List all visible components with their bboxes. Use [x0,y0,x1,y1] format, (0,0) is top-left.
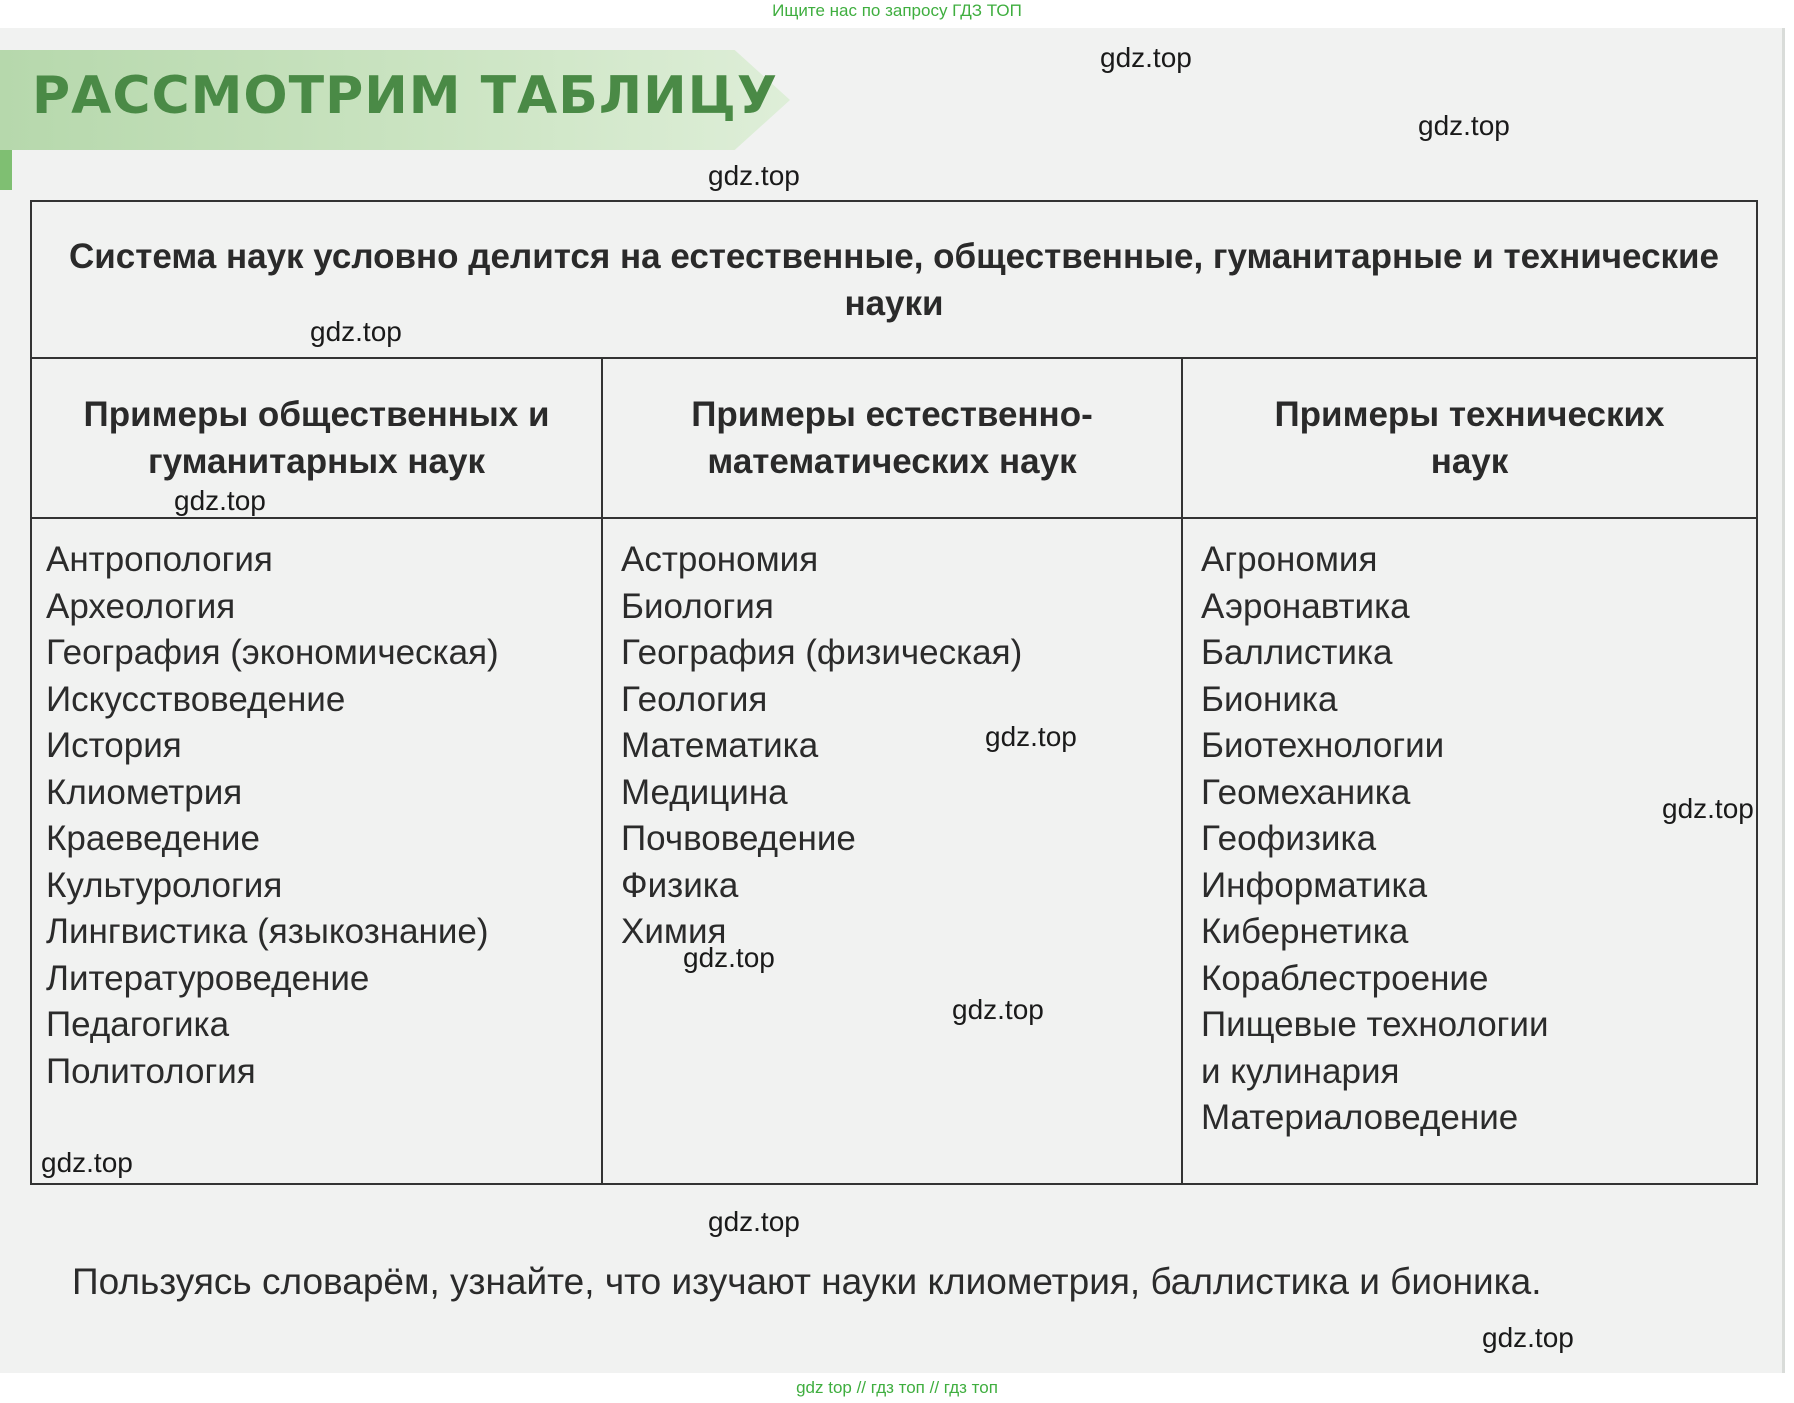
table-header-row [32,359,1756,519]
watermark: gdz.top [683,942,775,973]
science-list-item: Математика [621,726,819,765]
science-list-item: Политология [46,1051,256,1091]
science-list-item: Кораблестроение [1201,958,1489,998]
section-title: РАССМОТРИМ ТАБЛИЦУ [32,66,778,126]
watermark: gdz.top [1100,42,1192,73]
column-heading-humanities: Примеры общественных и гуманитарных наук [32,359,603,517]
science-list-item: Литературоведение [46,958,370,998]
science-list-item: Баллистика [1201,633,1393,672]
science-list-item: Лингвистика (языкознание) [46,912,489,951]
science-list-item: Искусствоведение [46,679,346,719]
watermark: gdz.top [174,485,266,516]
table-caption: Система наук условно делится на естественные, общественные, гуманитарные и технические науки [32,202,1756,359]
science-list-item: Археология [46,586,236,626]
column-natural [603,519,1183,1183]
science-list-item: Клиометрия [46,772,243,812]
science-list-item: Материаловедение [1201,1098,1519,1137]
science-list-item: и кулинария [1201,1051,1400,1091]
science-list-item: Астрономия [621,540,819,579]
column-heading-natural: Примеры естественно-математических наук [603,359,1183,517]
science-list-item: Геофизика [1201,819,1377,858]
science-list-item: Педагогика [46,1005,230,1044]
watermark: gdz.top [1482,1322,1574,1353]
science-list-item: Почвоведение [621,819,856,858]
watermark: gdz.top [310,316,402,347]
science-list-item: Пищевые технологии [1201,1005,1549,1044]
science-list-item: Медицина [621,772,788,812]
science-list-item: История [46,726,182,765]
science-list-item: Химия [621,912,727,951]
watermark: gdz.top [1662,793,1754,824]
textbook-page [0,28,1785,1373]
watermark: gdz.top [1418,110,1510,141]
sciences-table [30,200,1758,1185]
column-heading-technical: Примеры технических наук [1274,395,1665,481]
science-list-item: Геология [621,679,768,719]
watermark: gdz.top [708,160,800,191]
science-list-item: Аэронавтика [1201,586,1410,626]
column-technical [1183,519,1756,1183]
watermark: gdz.top [952,994,1044,1025]
science-list-item: Культурология [46,865,283,905]
footer-links: gdz top // гдз топ // гдз топ [796,1378,998,1397]
science-list-item: Краеведение [46,819,260,858]
watermark: gdz.top [41,1147,133,1178]
science-list-item: Кибернетика [1201,912,1409,951]
science-list-item: Агрономия [1201,540,1378,579]
top-notice: Ищите нас по запросу ГДЗ ТОП [772,1,1022,20]
science-list-item: Антропология [46,540,273,579]
science-list-item: Бионика [1201,679,1338,719]
page-edge-tab [0,150,12,190]
science-list-item: Биотехнологии [1201,726,1445,765]
science-list-item: Информатика [1201,865,1428,905]
science-list-item: Физика [621,865,739,905]
task-question: Пользуясь словарём, узнайте, что изучают науки клиометрия, баллистика и бионика. [72,1261,1542,1302]
column-humanities [32,519,603,1183]
science-list-item: География (экономическая) [46,633,499,672]
science-list-item: География (физическая) [621,633,1023,672]
science-list-item: Биология [621,586,774,626]
watermark: gdz.top [708,1206,800,1237]
watermark: gdz.top [985,721,1077,752]
science-list-item: Геомеханика [1201,772,1411,812]
table-body-row [32,519,1756,1183]
